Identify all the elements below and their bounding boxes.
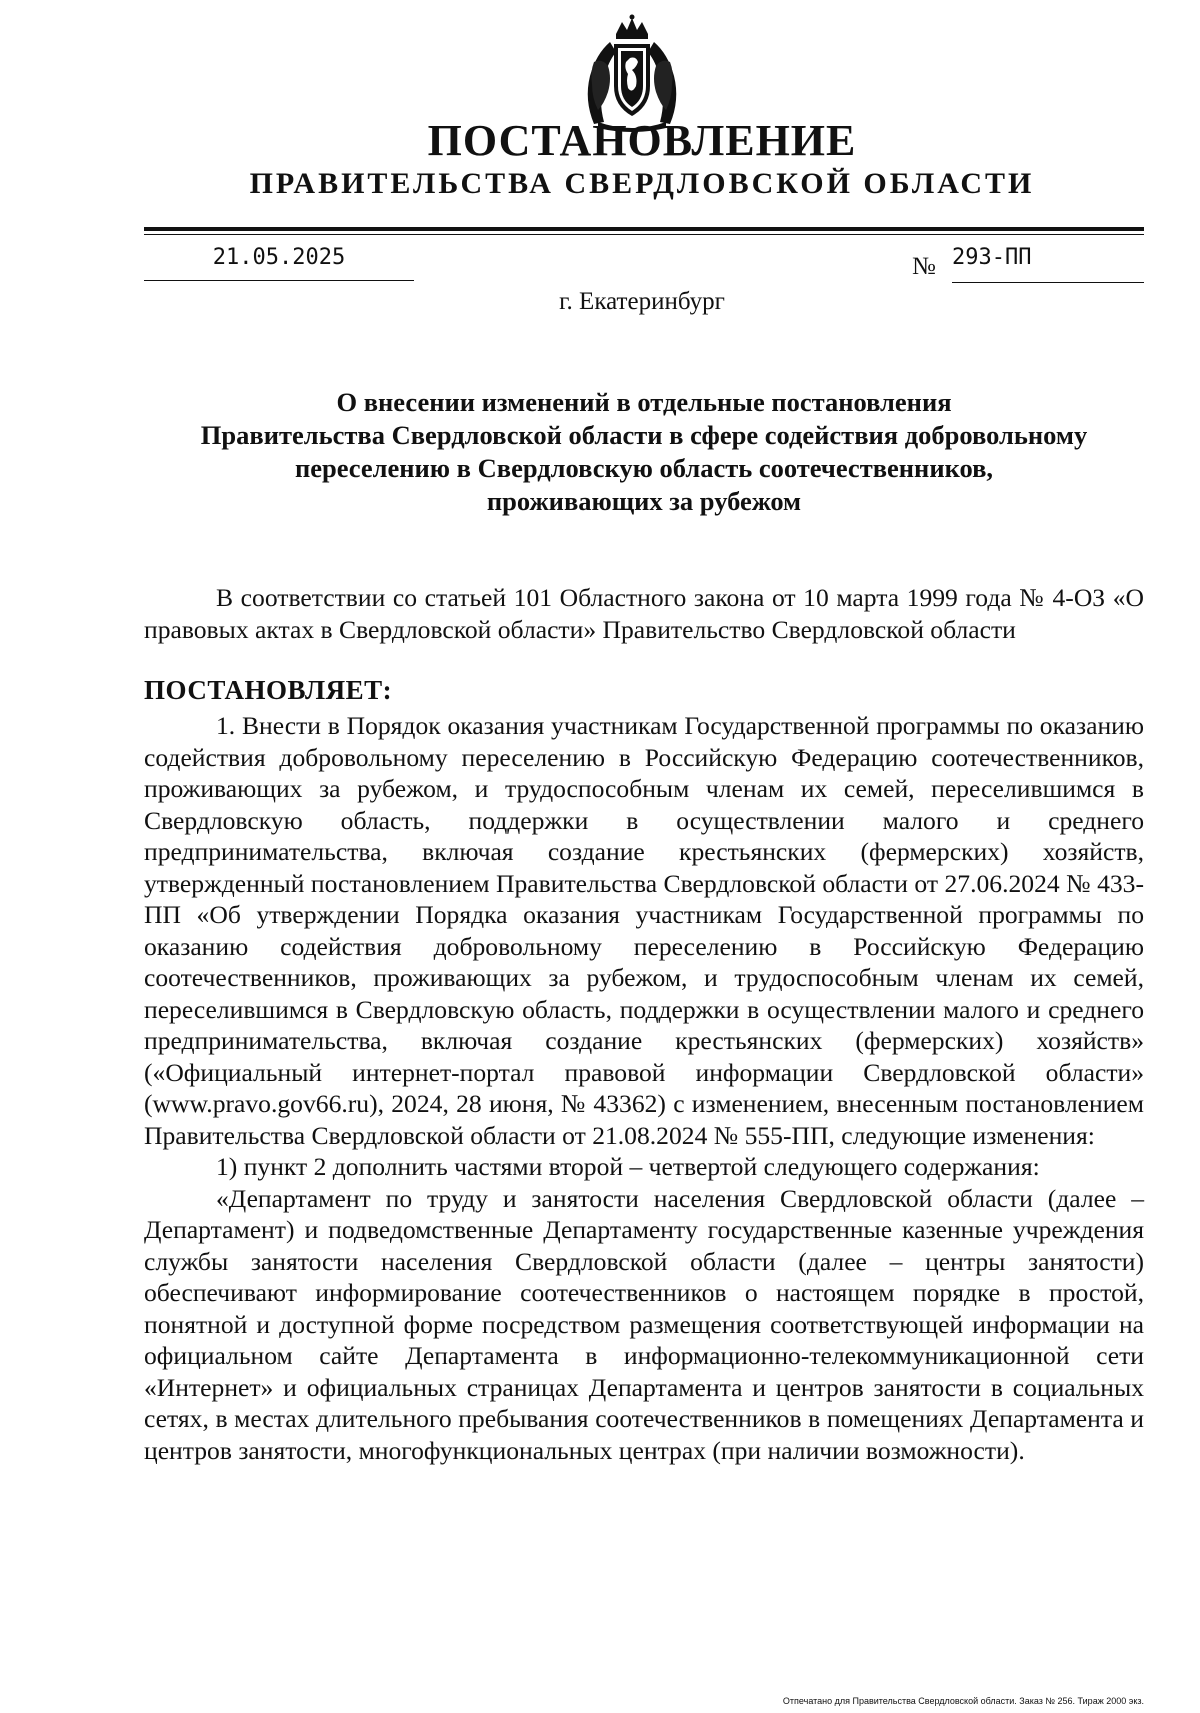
body-paragraph: «Департамент по труду и занятости населения Свердловской области (далее – Департамент) и подведомственные Департаменту государственные казенные учреждения службы занятости населения Свердловской области (далее – центры занятости) обеспечивают информирование соотечественников о настоящем порядке в простой, понятной и доступной форме посредством размещения соответствующей информации на официальном сайте Департамента в информационно-телекоммуникационной сети «Интернет» и официальных страницах Департамента и центров занятости в социальных сетях, в местах длительного пребывания соотечественников в помещениях Департамента и центров занятости, многофункциональных центрах (при наличии возможности). [144, 1183, 1144, 1465]
document-subtitle: ПРАВИТЕЛЬСТВА СВЕРДЛОВСКОЙ ОБЛАСТИ [249, 167, 1035, 200]
header-divider-thick [144, 227, 1144, 231]
heading-line: переселению в Свердловскую область соотечественников, [294, 453, 994, 483]
body-paragraph: 1) пункт 2 дополнить частями второй – четвертой следующего содержания: [216, 1152, 1040, 1181]
body-paragraph: 1. Внести в Порядок оказания участникам Государственной программы по оказанию содействия добровольному переселению в Российскую Федерацию соотечественников, проживающих за рубежом, и трудоспособным членам их семей, переселившимся в Свердловскую область, поддержки в осуществлении малого и среднего предпринимательства, включая создание крестьянских (фермерских) хозяйств, утвержденный постановлением Правительства Свердловской области от 27.06.2024 № 433-ПП «Об утверждении Порядка оказания участникам Государственной программы по оказанию содействия добровольному переселению в Российскую Федерацию соотечественников, проживающих за рубежом, и трудоспособным членам их семей, переселившимся в Свердловскую область, поддержки в осуществлении малого и среднего предпринимательства, включая создание крестьянских (фермерских) хозяйств» («Официальный интернет-портал правовой информации Свердловской области» (www.pravo.gov66.ru), 2024, 28 июня, № 43362) с изменением, внесенным постановлением Правительства Свердловской области от 21.08.2024 № 555-ПП, следующие изменения: [144, 711, 1144, 1150]
heading-line: Правительства Свердловской области в сфере содействия добровольному [200, 420, 1088, 450]
document-number: 293-ПП [952, 245, 1032, 270]
document-date: 21.05.2025 [212, 245, 346, 270]
document-city: г. Екатеринбург [559, 288, 725, 315]
document-title: ПОСТАНОВЛЕНИЕ [427, 116, 857, 165]
header-divider-thin [144, 234, 1144, 235]
preamble-paragraph: В соответствии со статьей 101 Областного закона от 10 марта 1999 года № 4-ОЗ «О правовых актах в Свердловской области» Правительство Свердловской области [144, 583, 1144, 644]
document-body [144, 710, 1144, 1466]
document-heading [144, 386, 1144, 518]
heading-line: О внесении изменений в отдельные постановления [336, 387, 952, 417]
number-underline [952, 282, 1144, 283]
number-sign: № [912, 253, 936, 280]
print-footer-note: Отпечатано для Правительства Свердловской области. Заказ № 256. Тираж 2000 экз. [782, 1696, 1144, 1706]
date-underline [144, 280, 414, 281]
decree-word: ПОСТАНОВЛЯЕТ: [144, 675, 393, 705]
heading-line: проживающих за рубежом [486, 486, 802, 516]
